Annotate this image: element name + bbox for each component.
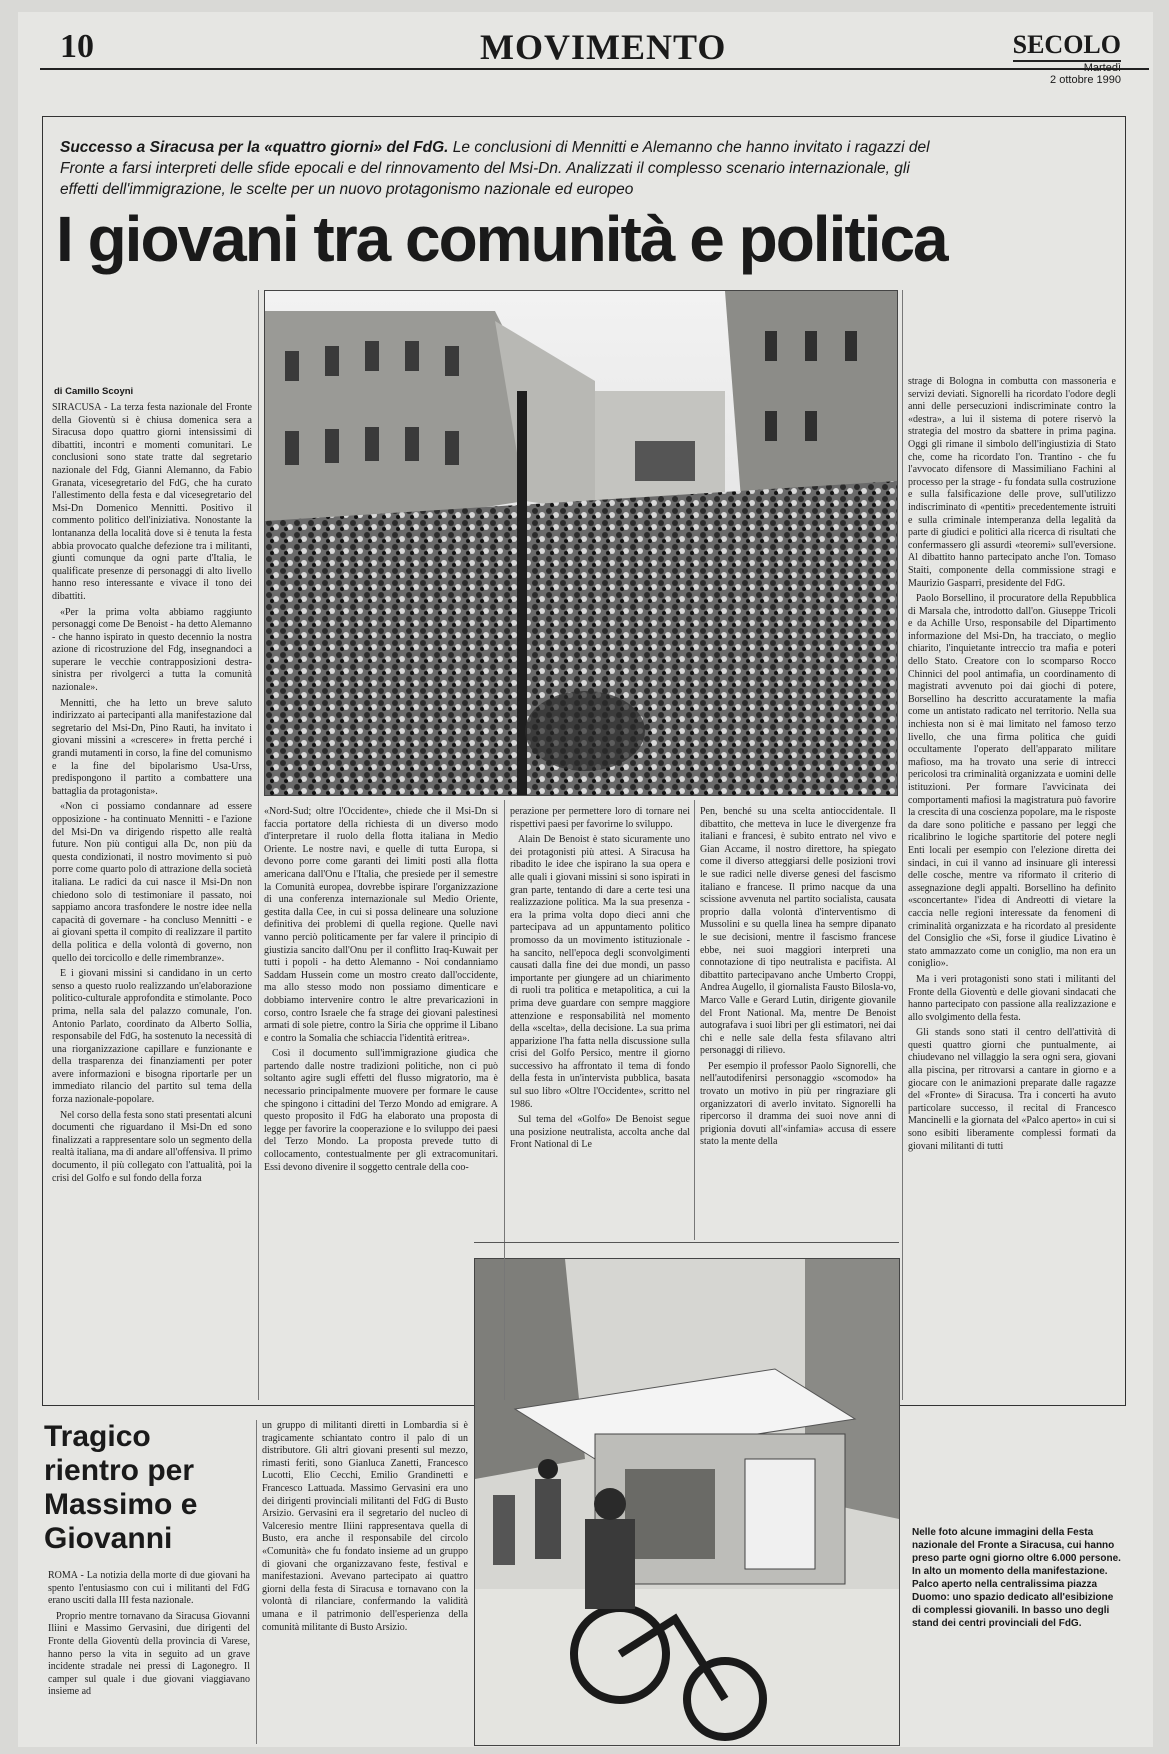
column-rule	[258, 290, 259, 1400]
section-title: MOVIMENTO	[480, 27, 727, 67]
column-rule	[694, 800, 695, 1240]
paragraph: Mennitti, che ha letto un breve saluto indirizzato ai partecipanti alla manifestazione dal segretario del Msi-Dn, Pino Rauti, ha invitato i giovani missini a «crescere» in fretta perché i grandi mutamenti in corso, la fine del comunismo e la fine del bipolarismo Usa-Urss, predispongono il partito a combattere una battaglia da protagonista».	[52, 697, 252, 797]
article-column-4	[700, 806, 896, 1236]
kicker-text: Le conclusioni di Mennitti e Alemanno che hanno invitato i ragazzi del Fronte a farsi interpreti delle sfide epocali e del rinnovamento del Msi-Dn. Analizzati il complesso scenario internazionale, gli effetti dell'immigrazione, le scelte per un nuovo protagonismo nazionale ed europeo	[60, 139, 930, 198]
paragraph: Ma i veri protagonisti sono stati i militanti del Fronte della Gioventù e delle giovani sindacati che hanno partecipato con passione alla realizzazione e allo svolgimento della festa.	[908, 973, 1116, 1023]
paragraph: perazione per permettere loro di tornare nei rispettivi paesi per favorirne lo sviluppo.	[510, 806, 690, 830]
tragico-headline: Tragico rientro per Massimo e Giovanni	[44, 1420, 198, 1555]
stand-photo	[474, 1258, 900, 1746]
stand-photo-image	[475, 1259, 899, 1745]
paragraph: Proprio mentre tornavano da Siracusa Giovanni Iliini e Massimo Gervasini, due dirigenti del Fronte della Gioventù della provincia di Varese, hanno perso la vita in seguito ad un grave incidente stradale nei pressi di Lagonegro. Il camper sul quale i due giovani viaggiavano insieme ad	[48, 1610, 250, 1698]
tragico-column-1	[48, 1570, 250, 1742]
kicker-bold: Successo a Siracusa per la «quattro giorni» del FdG.	[60, 139, 449, 156]
paragraph: Pen, benché su una scelta antioccidentale. Il dibattito, che metteva in luce le divergenze fra italiani e francesi, è subito entrato nel vivo e Gian Accame, il nostro direttore, ha spiegato come il diverso atteggiarsi delle posizioni trovi le sue radici nelle diverse genesi del fascismo italiano e francese. Il primo nacque da una scissione avvenuta nel partito socialista, causata proprio dalla volontà d'interventismo di Mussolini e su quella linea ha sempre dipanato le sue decisioni, mentre il fascismo francese ebbe, nei suoi maggiori interpreti una connotazione di tipo neutralista e pacifista. Al dibattito partecipavano anche Umberto Croppi, Andrea Augello, il giornalista Fausto Bilosla-vo, Marco Valle e Gerard Lutin, dirigente giovanile del Front National. Ma, mentre De Benoist autografava i suoi libri per gli estimatori, nei dai chi e nelle sale della festa sfilavano altri personaggi di rilievo.	[700, 806, 896, 1057]
article-headline: I giovani tra comunità e politica	[56, 203, 947, 275]
section-rule	[474, 1242, 899, 1243]
paragraph: Sul tema del «Golfo» De Benoist segue una posizione neutralista, accolta anche dal Front National di Le	[510, 1114, 690, 1151]
column-rule	[256, 1420, 257, 1744]
issue-day: Martedì	[1083, 62, 1121, 74]
article-column-1	[52, 402, 252, 1397]
article-kicker	[60, 137, 930, 200]
paragraph: «Nord-Sud; oltre l'Occidente», chiede che il Msi-Dn si faccia portatore della richiesta di un diverso modo d'interpretare il ruolo della flotta italiana in Medio Oriente. Le nostre navi, e quelle di tutta Europa, si devono porre come garanti dei limiti posti alla flotta americana dall'Onu e l'Italia, che presiede per il semestre la Comunità europea, dovrebbe ispirare l'organizzazione di una conferenza internazionale sul Medio Oriente, gestita dalla Cee, in cui si possa delineare una soluzione definitiva dei problemi di quella regione. Quelle navi vanno perciò politicamente per far valere il principio di giustizia sancito dall'Onu per il conflitto Iraq-Kuwait per tutti i popoli - ha detto Alemanno - Noi condanniamo Saddam Hussein come un mostro creato dall'occidente, ma allo stesso modo non possiamo dimenticare e dobbiamo intervenire contro le altre prevaricazioni in corso, contro Israele che fa strage dei giovani palestinesi armati di sole pietre, contro la Siria che opprime il Libano e contro la Somalia che schiaccia l'identità eritrea».	[264, 806, 498, 1044]
paragraph: Nel corso della festa sono stati presentati alcuni documenti che riguardano il Msi-Dn ed sono finalizzati a rappresentare solo un segmento della realtà italiana, ma di andare all'offensiva. Il primo documento, il più collegato con l'attualità, poi la crisi del Golfo e sul fondo della forza	[52, 1109, 252, 1184]
column-rule	[902, 290, 903, 1400]
paragraph: Alain De Benoist è stato sicuramente uno dei protagonisti più attesi. A Siracusa ha ribadito le idee che ispirano la sua opera e alle quali i giovani missini si sono ispirati in gran parte, tentando di dare a certe tesi una realizzazione politica. Ma la sua presenza - era la prima volta dopo dieci anni che partecipava ad un appuntamento politico promosso da un movimento istituzionale - ha sancito, nell'epoca degli sconvolgimenti causati dalla fine dei due mondi, un passo importante per giungere ad un chiarimento di ruoli tra politica e metapolitica, a cui la prima deve guardare con sempre maggiore attenzione e responsabilità nel momento della «scelta», della decisione. La sua prima apparizione l'ha fatta nella discussione sulla crisi del Golfo Persico, mentre il giorno successivo ha affrontato il tema di fondo della festa in un'intervista pubblica, basata sul suo libro «Oltre l'Occidente», scritto nel 1986.	[510, 834, 690, 1110]
header-rule	[40, 68, 1149, 70]
paragraph: strage di Bologna in combutta con massoneria e servizi deviati. Signorelli ha ricordato l'odore degli anni delle persecuzioni indiscriminate contro la «destra», a lui il sistema di potere riservò la strategia del mostro da sbattere in prima pagina. Oggi gli rimane il simbolo dell'ingiustizia di Stato che, come ha ricordato l'on. Trantino - che fu l'avvocato difensore di Massimiliano Fachini al processo per la strage - fu fondata sulla costruzione e sulla falsificazione delle prove, sull'utilizzo indiscriminato di «pentiti» precedentemente istruiti e sulla criminale intemperanza della legalità da parte di giudici e politici alla ricerca di risultati che confermassero gli assurdi «teoremi» sull'eversione. Al dibattito hanno partecipato anche l'on. Tomaso Staiti, componente della commissione stragi e Maurizio Gasparri, presidente del FdG.	[908, 376, 1116, 589]
paragraph: «Per la prima volta abbiamo raggiunto personaggi come De Benoist - ha detto Alemanno - che hanno ispirato in questo decennio la nostra azione di ricostruzione del Fdg, insegnandoci a superare le vecchie contrapposizioni destra-sinistra per rivolgerci a tutta la comunità nazionale».	[52, 606, 252, 694]
paragraph: Per esempio il professor Paolo Signorelli, che nell'autodifenirsi personaggio «scomodo» ha trovato un motivo in più per ringraziare gli organizzatori di averlo invitato. Signorelli ha ripercorso il dramma dei suoi nove anni di prigionia dovuti all'«infamia» accusa di essere stato la mente della	[700, 1060, 896, 1148]
article-column-3	[510, 806, 690, 1236]
paragraph: E i giovani missini si candidano in un certo senso a questo ruolo realizzando un'elaborazione politico-culturale approfondita e stimolante. Poco prima, nella sala del palazzo comunale, l'on. Antonio Parlato, coordinato da Alberto Sollia, responsabile del FdG, ha sostenuto la necessità di una riorganizzazione capillare e funzionante e della trasparenza dei finanziamenti per poter avere informazioni e bisogna riportarle per un immediato rilancio del partito sul tema della forza nazionale-popolare.	[52, 968, 252, 1106]
paragraph: Gli stands sono stati il centro dell'attività di questi quattro giorni che puntualmente, ai chiudevano nel villaggio la sera ogni sera, giovani alla piscina, per ritrovarsi a cantare in giorno e a giocare con le animazioni preparate dalle ragazze del «Fronte» di Siracusa. Tra i concerti ha avuto particolare successo, il recital di Francesco Mancinelli e la giornata del «Palco aperto» in cui si sono esibiti liberamente complessi formati da giovani militanti di tutti	[908, 1027, 1116, 1152]
column-rule	[504, 800, 505, 1400]
photo-caption: Nelle foto alcune immagini della Festa nazionale del Fronte a Siracusa, cui hanno preso parte ogni giorno oltre 6.000 persone. In alto un momento della manifestazione. Palco aperto nella centralissima piazza Duomo: uno spazio dedicato all'esibizione di complessi giovanili. In basso uno degli stand dei centri provinciali del FdG.	[912, 1527, 1121, 1629]
crowd-photo-image	[265, 291, 897, 795]
byline: di Camillo Scoyni	[54, 386, 134, 397]
paragraph: SIRACUSA - La terza festa nazionale del Fronte della Gioventù si è chiusa domenica sera a Siracusa dopo quattro giorni intensissimi di dibattiti, incontri e momenti comunitari. Le conclusioni sono state tratte dal segretario nazionale del Fdg, Gianni Alemanno, da Fabio Granata, vicesegretario del FdG, che ha curato l'allestimento della festa e dal vicesegretario del Msi-Dn Domenico Mennitti. Positivo il commento politico dell'iniziativa. Nonostante la lontananza della località dove si è tenuta la festa abbia provocato qualche defezione tra i militanti, giunti comunque da ogni parte d'Italia, le qualificate presenze di personaggi di alto livello hanno reso interessante e vivace il tono dei dibattiti.	[52, 402, 252, 602]
article-column-2	[264, 806, 498, 1396]
paragraph: Paolo Borsellino, il procuratore della Repubblica di Marsala che, introdotto dall'on. Giuseppe Tricoli e da Achille Urso, responsabile del Dipartimento informazione del Msi-Dn, ha tracciato, o meglio chiarito, l'inquietante intreccio tra mafia e poteri dello Stato. Creatore con lo scomparso Rocco Chinnici del pool antimafia, un coordinamento di magistrati avvenuto poi dai giochi di potere, Borsellino ha descritto accuratamente la mafia come un antistato radicato nel territorio. Nella sua inchiesta non si è mai limitato nel famoso terzo livello, che una firma politica che guidi occultamente l'operato dell'apparato militare mafioso, ma ha trovato una serie di intrecci pericolosi tra criminalità organizzata e uomini delle istituzioni. Per formare l'avvicinata dei comportamenti mafiosi la magistratura può favorire la crescita di una coscienza popolare, ma le risposte da dare sono politiche e passano per leggi che ricalibrino le logiche spartitorie del potere negli Enti locali per esempio con l'elezione diretta dei sindaci, in cui il vanno ad insinuare gli interessi delle cosche, mentre va riformato il criterio di assegnazione degli appalti. Borsellino ha definito «sconcertante» l'idea di Andreotti di vietare la caccia nelle regioni interessate da fenomeni di criminalità organizzata e ha ricordato al presidente del Consiglio che «Sì, forse il giudice Livatino è stato ammazzato come un coniglio, ma non era un coniglio».	[908, 593, 1116, 970]
issue-date: 2 ottobre 1990	[1050, 74, 1121, 86]
paragraph: ROMA - La notizia della morte di due giovani ha spento l'entusiasmo con cui i militanti del FdG erano usciti dalla III festa nazionale.	[48, 1570, 250, 1607]
article-column-5	[908, 376, 1116, 1396]
paper-logo: SECOLO	[1013, 30, 1121, 62]
paragraph: Così il documento sull'immigrazione giudica che partendo dalle nostre tradizioni politiche, non ci può soltanto agire sugli effetti del flusso migratorio, ma è necessario principalmente muovere per formare le cause che spingono i cittadini del Terzo Mondo ad emigrare. A questo proposito il FdG ha elaborato una proposta di legge per favorire la cooperazione e lo sviluppo dei paesi del Terzo Mondo. La proposta prevede tutto di collocamento, contestualmente per gli extracomunitari. Essi devono divenire il soggetto centrale della coo-	[264, 1048, 498, 1173]
page-number: 10	[60, 28, 94, 65]
masthead	[1013, 30, 1121, 86]
crowd-photo	[264, 290, 898, 796]
paragraph: un gruppo di militanti diretti in Lombardia si è tragicamente schiantato contro il palo di un distributore. Gli altri giovani presenti sul mezzo, rimasti feriti, sono Gianluca Zanetti, Francesco Lucotti, Elio Cecchi, Emilio Grandinetti e Francesco Lattuada. Massimo Gervasini era uno dei dirigenti provinciali militanti del FdG di Busto Arsizio. Gervasini era il segretario del nucleo di Valceresio mentre Iliini rappresentava quella di Busto, era anche il responsabile del circolo «Comunità» che fu fondato insieme ad un gruppo di giovani che organizzavano feste, festival e manifestazioni. Avevano partecipato ai quattro giorni della festa di Siracusa e tornavano con la volontà di rilanciare, confermando la validità umana e il patrimonio dell'esperienza della comunità militante di Busto Arsizio.	[262, 1420, 468, 1633]
paragraph: «Non ci possiamo condannare ad essere opposizione - ha continuato Mennitti - e l'azione del Msi-Dn va dirigendo rispetto alle realtà future. Non più contigui alla Dc, non più da questa condizionati, il nostro movimento si può porre come quarto polo di attrazione della società italiana. Le radici da cui nasce il Msi-Dn non chiedono solo di testimoniare il passato, noi sappiamo ancora trasfondere le nostre idee nella capacità di governare - ha concluso Mennitti - e ai giovani spetta il compito di realizzare il partito della politica e della volontà di governo, non quello dei torcicollo e delle rimembranze».	[52, 801, 252, 964]
tragico-column-2	[262, 1420, 468, 1742]
